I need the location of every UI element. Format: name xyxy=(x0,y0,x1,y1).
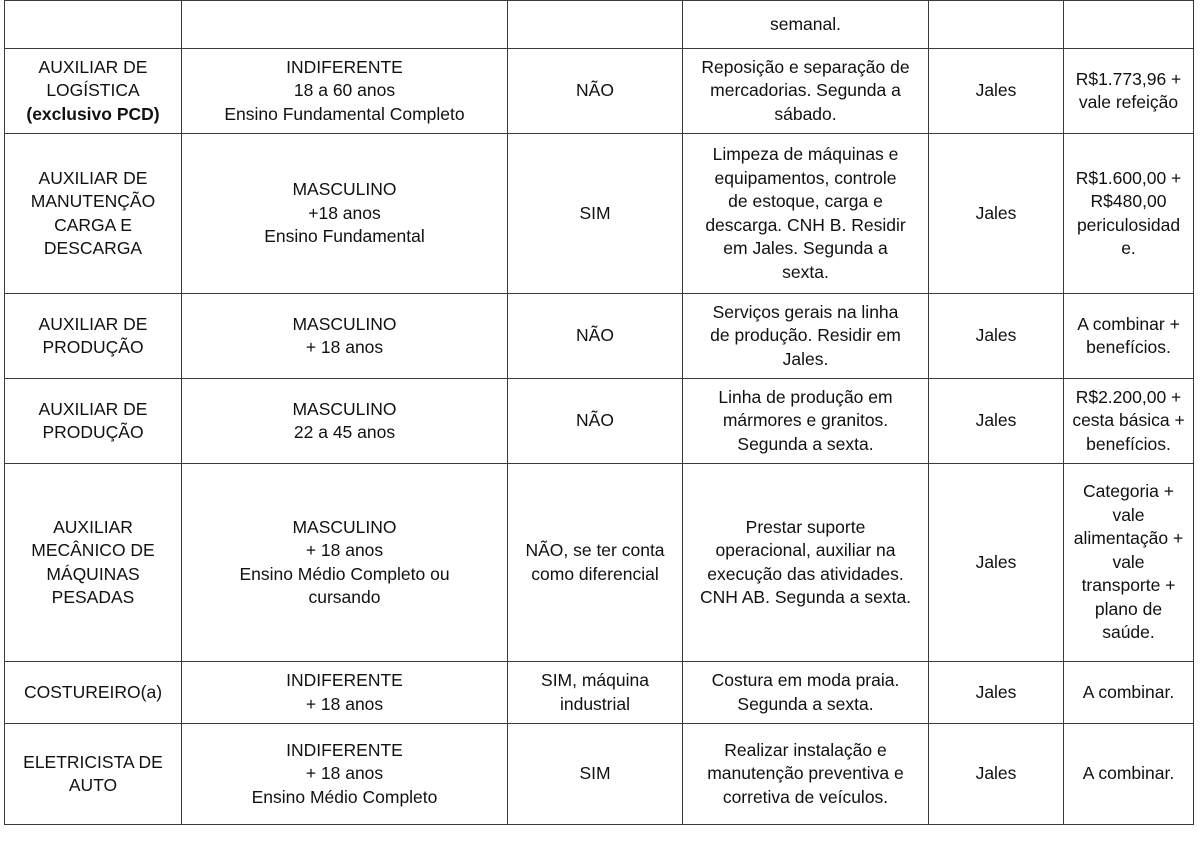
descricao-cell: Linha de produção em mármores e granitos. Segunda a sexta. xyxy=(683,379,929,464)
descricao-cell: Prestar suporte operacional, auxiliar na execução das atividades. CNH AB. Segunda a sexta. xyxy=(683,464,929,662)
cargo-text: AUXILIAR MECÂNICO DE MÁQUINAS PESADAS xyxy=(31,516,155,607)
table-row xyxy=(5,134,1194,294)
table-row xyxy=(5,1,1194,49)
job-listings-body xyxy=(5,1,1194,825)
descricao-cell: Reposição e separação de mercadorias. Segunda a sábado. xyxy=(683,49,929,134)
cidade-cell: Jales xyxy=(929,379,1064,464)
table-row xyxy=(5,294,1194,379)
cargo-text: AUXILIAR DE LOGÍSTICA xyxy=(38,56,148,101)
salario-cell: A combinar + benefícios. xyxy=(1064,294,1194,379)
cidade-cell: Jales xyxy=(929,464,1064,662)
cargo-cell xyxy=(5,662,182,724)
cnh-cell xyxy=(508,1,683,49)
cnh-cell: NÃO xyxy=(508,379,683,464)
cargo-cell xyxy=(5,294,182,379)
cidade-cell: Jales xyxy=(929,662,1064,724)
cargo-text: AUXILIAR DE PRODUÇÃO xyxy=(38,313,148,357)
salario-cell: Categoria + vale alimentação + vale transporte + plano de saúde. xyxy=(1064,464,1194,662)
cargo-note: (exclusivo PCD) xyxy=(26,103,160,124)
requisitos-cell: MASCULINO + 18 anos Ensino Médio Completo ou cursando xyxy=(182,464,508,662)
cnh-cell: NÃO xyxy=(508,49,683,134)
requisitos-cell: MASCULINO 22 a 45 anos xyxy=(182,379,508,464)
requisitos-cell: INDIFERENTE 18 a 60 anos Ensino Fundamental Completo xyxy=(182,49,508,134)
descricao-cell: Serviços gerais na linha de produção. Residir em Jales. xyxy=(683,294,929,379)
descricao-cell: Limpeza de máquinas e equipamentos, controle de estoque, carga e descarga. CNH B. Residir em Jales. Segunda a sexta. xyxy=(683,134,929,294)
cargo-text: ELETRICISTA DE AUTO xyxy=(23,751,163,795)
cargo-cell xyxy=(5,49,182,134)
cnh-cell: SIM xyxy=(508,134,683,294)
cargo-cell xyxy=(5,134,182,294)
requisitos-cell: MASCULINO +18 anos Ensino Fundamental xyxy=(182,134,508,294)
table-row xyxy=(5,724,1194,825)
cidade-cell: Jales xyxy=(929,134,1064,294)
descricao-cell: Costura em moda praia. Segunda a sexta. xyxy=(683,662,929,724)
salario-cell: R$2.200,00 + cesta básica + benefícios. xyxy=(1064,379,1194,464)
salario-cell: A combinar. xyxy=(1064,662,1194,724)
cidade-cell: Jales xyxy=(929,294,1064,379)
descricao-cell: Realizar instalação e manutenção preventiva e corretiva de veículos. xyxy=(683,724,929,825)
cnh-cell: NÃO, se ter conta como diferencial xyxy=(508,464,683,662)
salario-cell: R$1.773,96 + vale refeição xyxy=(1064,49,1194,134)
cargo-cell xyxy=(5,724,182,825)
cargo-text: COSTUREIRO(a) xyxy=(23,681,163,702)
cidade-cell xyxy=(929,1,1064,49)
table-row xyxy=(5,662,1194,724)
salario-cell xyxy=(1064,1,1194,49)
cnh-cell: NÃO xyxy=(508,294,683,379)
cidade-cell: Jales xyxy=(929,49,1064,134)
table-row xyxy=(5,379,1194,464)
cargo-cell xyxy=(5,464,182,662)
salario-cell: R$1.600,00 + R$480,00 periculosidad e. xyxy=(1064,134,1194,294)
cargo-cell xyxy=(5,1,182,49)
cnh-cell: SIM, máquina industrial xyxy=(508,662,683,724)
cargo-text: AUXILIAR DE MANUTENÇÃO CARGA E DESCARGA xyxy=(30,167,156,258)
cidade-cell: Jales xyxy=(929,724,1064,825)
cargo-cell xyxy=(5,379,182,464)
requisitos-cell xyxy=(182,1,508,49)
job-listings-table xyxy=(4,0,1194,825)
cnh-cell: SIM xyxy=(508,724,683,825)
salario-cell: A combinar. xyxy=(1064,724,1194,825)
requisitos-cell: INDIFERENTE + 18 anos Ensino Médio Completo xyxy=(182,724,508,825)
cargo-text: AUXILIAR DE PRODUÇÃO xyxy=(38,398,148,442)
requisitos-cell: MASCULINO + 18 anos xyxy=(182,294,508,379)
table-row xyxy=(5,49,1194,134)
requisitos-cell: INDIFERENTE + 18 anos xyxy=(182,662,508,724)
descricao-cell: semanal. xyxy=(683,1,929,49)
table-row xyxy=(5,464,1194,662)
